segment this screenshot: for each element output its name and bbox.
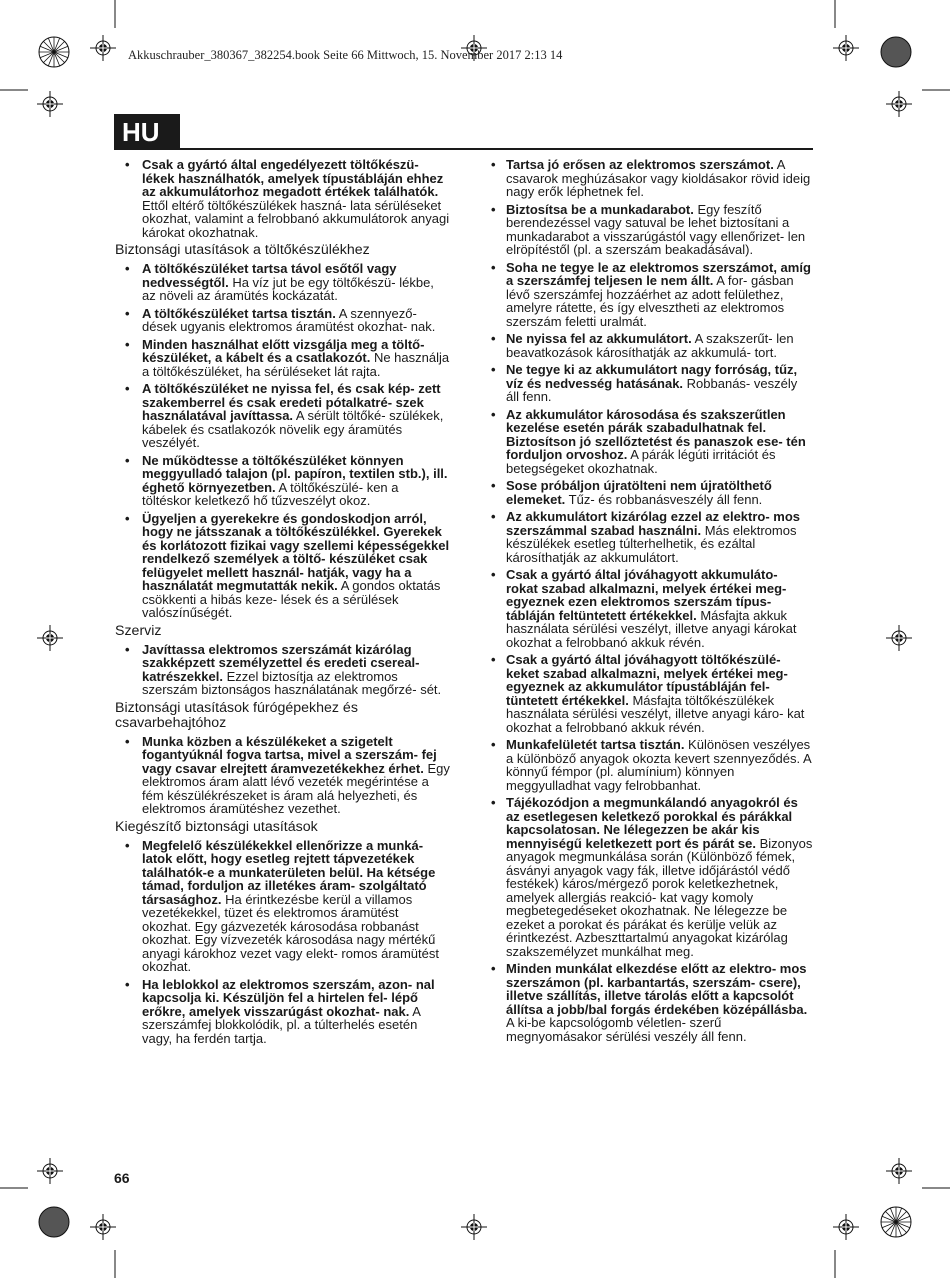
list-item	[477, 510, 813, 564]
page-number: 66	[114, 1170, 130, 1186]
list-item-text: A sérült töltőké- szülékek, kábelek és csatlakozók növelik egy áramütés veszélyét.	[142, 408, 444, 450]
list-item	[115, 307, 451, 334]
list-item	[477, 363, 813, 404]
crosshair-mark	[90, 1214, 116, 1240]
list-item	[477, 796, 813, 958]
header-rule	[180, 148, 813, 150]
list-item-text: Másfajta akkuk használata sérülési veszélyt, illetve anyagi károkat okozhat a felrobbanó akkuk révén.	[506, 607, 797, 650]
list-item-bold: Minden használhat előtt vizsgálja meg a töltő- készüléket, a kábelt és a csatlakozót.	[142, 336, 425, 365]
list-item-bold: A töltőkészüléket ne nyissa fel, és csak kép- zett szakemberrel és csak eredeti pótalkatré- szek használatával javíttassa.	[142, 381, 441, 423]
section-heading: Biztonsági utasítások fúrógépekhez és csavarbehajtóhoz	[115, 699, 358, 731]
list-item	[477, 962, 813, 1043]
list-item-text: Ne használja a töltőkészüléket, ha sérüléseket lát rajta.	[142, 350, 450, 379]
list-item-text: A szerszámfej blokkolódik, pl. a túlterhelés esetén vagy, ha ferdén tartja.	[142, 1003, 421, 1046]
list-item-text: Ettől eltérő töltőkészülékek haszná- lata sérüléseket okozhat, valamint a felrobbanó akkumulátorok anyagi károkat okozhatnak.	[142, 197, 450, 240]
list-item	[477, 158, 813, 199]
list-item-bold: Csak a gyártó által jóváhagyott töltőkészülé- keket szabad alkalmazni, melyek értékei meg- egyeznek az akkumulátor típustábláján fel- tüntetett értékekkel.	[506, 652, 788, 708]
list-item-bold: Ne nyissa fel az akkumulátort.	[506, 331, 692, 346]
list-item-text: A szakszerűt- len beavatkozások károsíthatják az akkumulá- tort.	[506, 331, 794, 360]
list-item-text: Másfajta töltőkészülékek használata sérülési veszélyt, illetve anyagi káro- kat okozhat a felrobbanó akkuk révén.	[506, 692, 805, 735]
list-item	[115, 839, 451, 974]
list-item-text: A ki-be kapcsológomb véletlen- szerű megnyomásakor sérülési veszély áll fenn.	[506, 1015, 747, 1044]
list-item	[477, 261, 813, 329]
language-tab: HU	[114, 114, 180, 150]
list-item-bold: Tájékozódjon a megmunkálandó anyagokról és az esetlegesen keletkező porokkal és párákkal kapcsolatosan. Ne lélegezzen be akár kis mennyiségű keletkezett port és párát se.	[506, 795, 798, 851]
list-item-bold: Csak a gyártó által engedélyezett töltőkészü- lékek használhatók, amelyek típustábláján ehhez az akkumulátorhoz megadott értékek találhatók.	[142, 157, 444, 199]
list-item	[115, 454, 451, 508]
list-item	[477, 203, 813, 257]
list-item-text: A párák légúti irritációt és betegségeket okozhatnak.	[506, 447, 776, 476]
list-item-text: Különösen veszélyes a különböző anyagok okozta kevert szennyeződés. A könnyű fémpor (pl. alumínium) könnyen meggyulladhat vagy felrobbanhat.	[506, 737, 811, 793]
list-item-bold: A töltőkészüléket tartsa tisztán.	[142, 305, 336, 321]
list-item	[477, 738, 813, 792]
list-item	[477, 479, 813, 506]
list-item-bold: Ha leblokkol az elektromos szerszám, azon- nal kapcsolja ki. Készüljön fel a hirtelen fel- lépő erőkre, amelyek visszarúgást okozhat- nak.	[142, 976, 435, 1019]
list-item-text: A szennyező- dések ugyanis elektromos áramütést okozhat- nak.	[142, 305, 436, 334]
starburst-mark	[39, 37, 69, 67]
list-item-text: A töltőkészülé- ken a töltéskor keletkező hő tűzveszélyt okoz.	[142, 479, 399, 508]
list-item-text: A csavarok meghúzásakor vagy kioldásakor rövid ideig nagy erők léphetnek fel.	[506, 157, 811, 199]
list-item-bold: Ne tegye ki az akkumulátort nagy forróság, tűz, víz és nedvesség hatásának.	[506, 362, 798, 391]
crosshair-mark	[37, 625, 63, 651]
crosshair-mark	[90, 35, 116, 61]
gray-disc-mark	[39, 1207, 69, 1237]
crosshair-mark	[886, 625, 912, 651]
list-item	[115, 643, 451, 697]
list-item-bold: Javíttassa elektromos szerszámát kizárólag szakképzett személyzettel és eredeti csereal- katrészekkel.	[142, 641, 420, 684]
list-item-bold: Ne működtesse a töltőkészüléket könnyen meggyulladó talajon (pl. papíron, textilen stb.), ill. éghető környezetben.	[142, 452, 448, 495]
list-item-bold: Tartsa jó erősen az elektromos szerszámot.	[506, 157, 774, 172]
section-heading: Szerviz	[115, 622, 162, 639]
crosshair-mark	[37, 91, 63, 117]
list-item-text: Robbanás- veszély áll fenn.	[506, 375, 798, 404]
bullet-list	[115, 839, 451, 1046]
bullet-list	[115, 643, 451, 697]
list-item	[477, 408, 813, 476]
list-item	[477, 332, 813, 359]
list-item	[115, 512, 451, 620]
bullet-list	[115, 158, 451, 239]
list-item-text: Más elektromos készülékek esetleg túlterhelhetik, és ezáltal károsíthatják az akkumulátort.	[506, 522, 797, 565]
list-item-bold: Munka közben a készülékeket a szigetelt fogantyúknál fogva tartsa, mivel a szerszám- fej vagy csavar elrejtett áramvezetékekhez érhet.	[142, 733, 437, 776]
list-item	[477, 653, 813, 734]
list-item-bold: Munkafelületét tartsa tisztán.	[506, 737, 685, 752]
list-item-bold: A töltőkészüléket tartsa távol esőtől vagy nedvességtől.	[142, 261, 397, 290]
list-item	[115, 158, 451, 239]
list-item-text: Ha víz jut be egy töltőkészü- lékbe, az növeli az áramütés kockázatát.	[142, 274, 434, 303]
crosshair-mark	[833, 35, 859, 61]
crosshair-mark	[461, 1214, 487, 1240]
list-item-bold: Csak a gyártó által jóváhagyott akkumuláto- rokat szabad alkalmazni, melyek értékei meg- egyeznek ezen elektromos szerszám típus- tábláján feltüntetett értékekkel.	[506, 567, 787, 623]
crosshair-mark	[833, 1214, 859, 1240]
left-column	[115, 158, 451, 1049]
crosshair-mark	[886, 1158, 912, 1184]
bullet-list	[115, 735, 451, 816]
list-item-text: Bizonyos anyagok megmunkálása során (Különböző fémek, ásványi anyagok vagy fák, illetve időjárástól védő festékek) káros/mérgező porok keletkezhetnek, amelyek allergiás reakció- kat vagy komoly megbetegedéseket okozhatnak. Ne lélegezze be ezeket a porokat és párákat és kerülje velük az érintkezést. Azbeszttartalmú anyagokat kizárólag szakszemélyzet munkálhat meg.	[506, 835, 813, 959]
list-item-text: Ezzel biztosítja az elektromos szerszám biztonságos használatának megőrzé- sét.	[142, 668, 442, 697]
bullet-list	[477, 158, 813, 1043]
right-column	[477, 158, 813, 1047]
book-info-header: Akkuschrauber_380367_382254.book Seite 66 Mittwoch, 15. November 2017 2:13 14	[128, 48, 563, 62]
list-item-text: Tűz- és robbanásveszély áll fenn.	[565, 491, 763, 507]
bullet-list	[115, 262, 451, 620]
list-item	[115, 338, 451, 379]
section-heading: Biztonsági utasítások a töltőkészülékhez	[115, 242, 370, 258]
list-item	[115, 382, 451, 450]
list-item-text: A gondos oktatás csökkenti a hibás keze- lések és a sérülések valószínűségét.	[142, 578, 441, 620]
list-item	[115, 735, 451, 816]
list-item-bold: Biztosítsa be a munkadarabot.	[506, 201, 694, 217]
list-item-bold: Megfelelő készülékekkel ellenőrizze a munká- latok előtt, hogy esetleg rejtett tápvezetékek találhatók-e a munkaterületen belül. Ha kétsége támad, forduljon az illetékes áram- szolgáltató társasághoz.	[142, 837, 436, 907]
list-item-bold: Soha ne tegye le az elektromos szerszámot, amíg a szerszámfej teljesen le nem állt.	[506, 259, 811, 288]
list-item	[115, 978, 451, 1046]
list-item-bold: Sose próbáljon újratölteni nem újratölthető elemeket.	[506, 478, 772, 507]
list-item-bold: Ügyeljen a gyerekekre és gondoskodjon arról, hogy ne játsszanak a töltőkészülékkel. Gyerekek és korlátozott fizikai vagy szellemi képességekkel rendelkező személyek a töltő- készüléket csak felügyelet mellett használ- hatják, vagy ha a használatát megmutatták nekik.	[142, 510, 450, 593]
section-heading: Kiegészítő biztonsági utasítások	[115, 818, 318, 835]
list-item-text: Egy elektromos áram alatt lévő vezeték megérintése a fém készülékrészeket is áram alá helyezheti, és elektromos áramütéshez vezethet.	[142, 760, 450, 816]
gray-disc-mark	[881, 37, 911, 67]
list-item-text: Egy feszítő berendezéssel vagy satuval be lehet biztosítani a munkadarabot a visszarúgástól vagy ellenőrizet- len elröpítéstől (pl. a szerszám beakadásával).	[506, 201, 806, 257]
list-item-text: A for- gásban lévő szerszámfej hozzáérhet az adott felülethez, amelyre rátette, és így elvesztheti az elektromos szerszám feletti uralmát.	[506, 273, 794, 329]
list-item-bold: Az akkumulátor károsodása és szakszerűtlen kezelése esetén párák szabadulhatnak fel. Biztosítson jó szellőztetést és panaszok ese- tén forduljon orvoshoz.	[506, 406, 806, 462]
crosshair-mark	[886, 91, 912, 117]
crosshair-mark	[37, 1158, 63, 1184]
list-item-text: Ha érintkezésbe kerül a villamos vezetékekkel, tüzet és elektromos áramütést okozhat. Egy gázvezeték károsodása robbanást okozhat. Egy vízvezeték károsodása nagy mértékű anyagi károkhoz vezet vagy elekt- romos áramütést okozhat.	[142, 891, 439, 974]
list-item-bold: Az akkumulátort kizárólag ezzel az elektro- mos szerszámmal szabad használni.	[506, 509, 801, 538]
list-item	[115, 262, 451, 303]
starburst-mark	[881, 1207, 911, 1237]
list-item-bold: Minden munkálat elkezdése előtt az elektro- mos szerszámon (pl. karbantartás, szerszám- csere), illetve szállítás, illetve tárolás előtt a kapcsolót állítsa a jobb/bal forgás érdekében középállásba.	[506, 961, 808, 1017]
list-item	[477, 568, 813, 649]
